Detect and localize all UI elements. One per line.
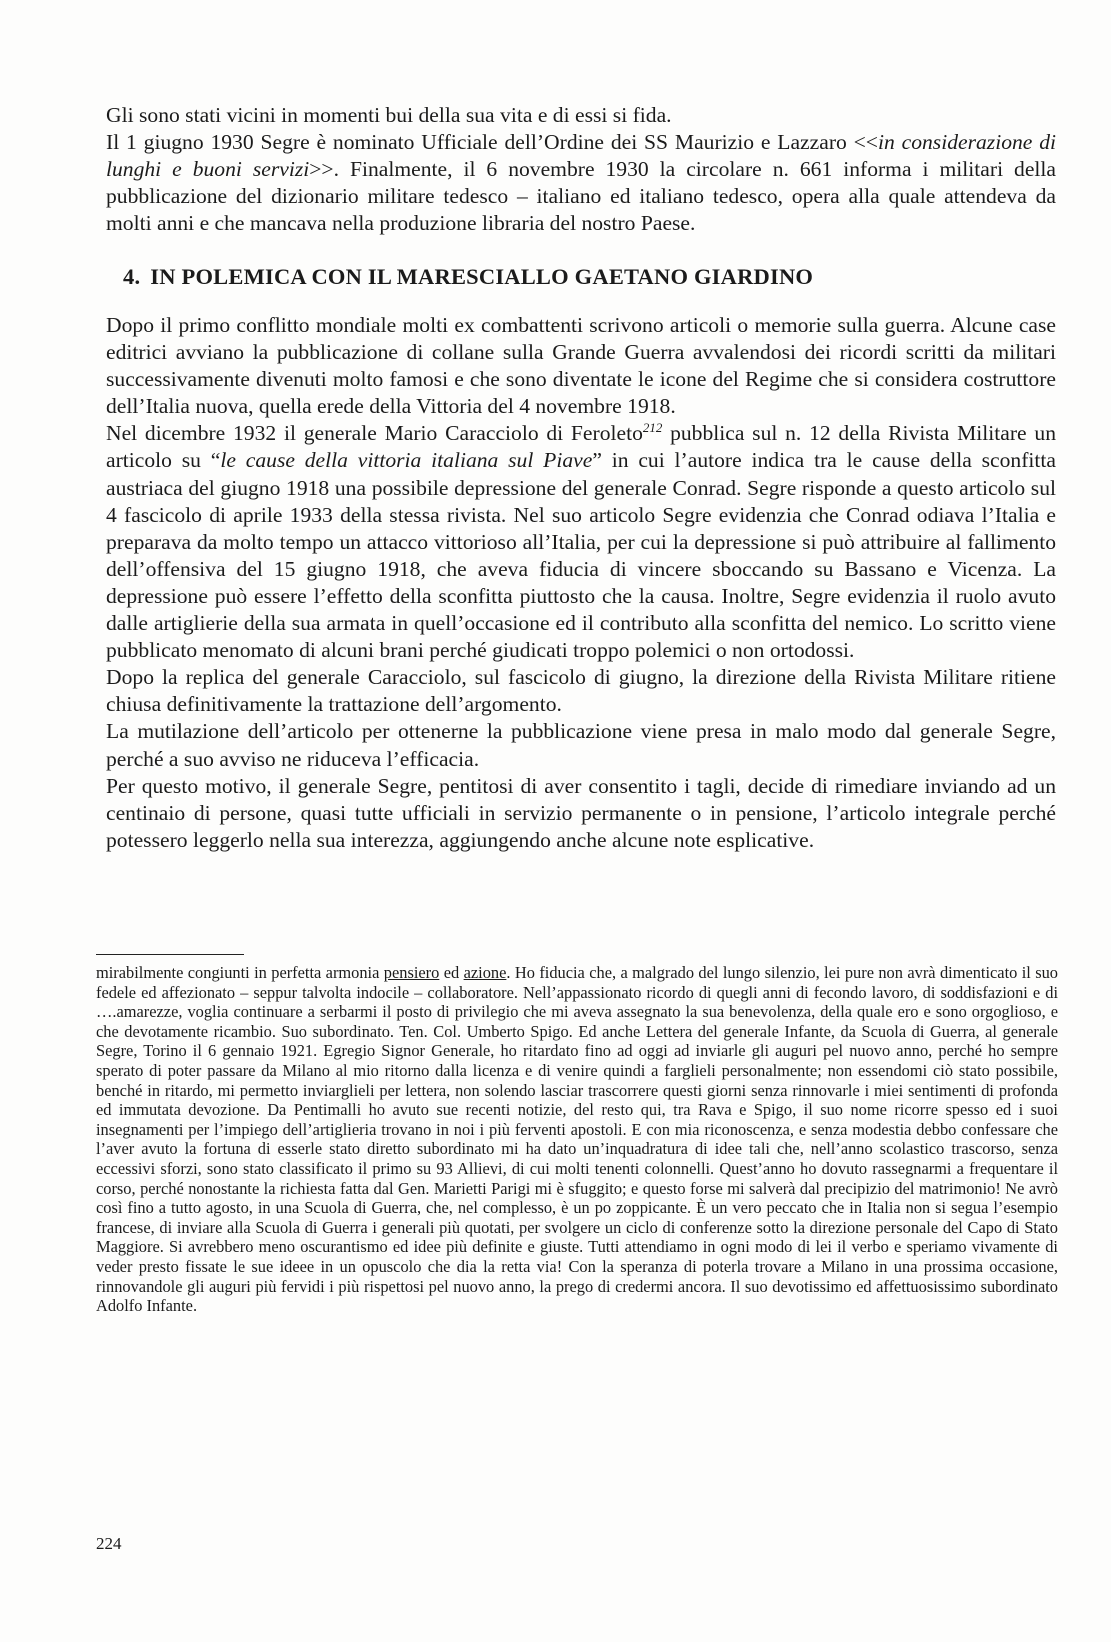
section-heading	[123, 264, 813, 290]
footnote-reference: 212	[642, 420, 663, 436]
main-paragraph-5: Per questo motivo, il generale Segre, pentitosi di aver consentito i tagli, decide di rimediare inviando ad un centinaio di persone, quasi tutte ufficiali in servizio permanente o in pensione, l’articolo integrale perché potessero leggerlo nella sua interezza, aggiungendo anche alcune note esplicative.	[106, 773, 1056, 852]
main-text	[106, 312, 1056, 854]
section-number: 4.	[123, 264, 141, 289]
intro-paragraph-2	[106, 129, 1056, 237]
main-p2-text-c: ” in cui l’autore indica tra le cause della sconfitta austriaca del giugno 1918 una possibile depressione del generale Conrad. Segre risponde a questo articolo sul 4 fascicolo di aprile 1933 della stessa rivista. Nel suo articolo Segre evidenzia che Conrad odiava l’Italia e preparava da molto tempo un attacco vittorioso all’Italia, per cui la depressione si può attribuire al fallimento dell’offensiva del 15 giugno 1918, che aveva fiducia di vincere sboccando su Bassano e Vicenza. La depressione può essere l’effetto della sconfitta piuttosto che la causa. Inoltre, Segre evidenzia il ruolo avuto dalle artiglierie della sua armata in quell’occasione ed il contributo alla sconfitta del nemico. Lo scritto viene pubblicato menomato di alcuni brani perché giudicati troppo polemici o non ortodossi.	[106, 448, 1056, 663]
main-paragraph-4: La mutilazione dell’articolo per ottenerne la pubblicazione viene presa in malo modo dal generale Segre, perché a suo avviso ne riduceva l’efficacia.	[106, 719, 1056, 771]
intro-quote: in considerazione di lunghi e buoni servizi	[106, 130, 1056, 182]
intro-text-a: Il 1 giugno 1930 Segre è nominato Ufficiale dell’Ordine dei SS Maurizio e Lazzaro <<	[106, 130, 878, 155]
section-title: IN POLEMICA CON IL MARESCIALLO GAETANO GIARDINO	[150, 264, 814, 289]
footnote-underlined-azione: azione	[463, 963, 507, 982]
main-paragraph-3: Dopo la replica del generale Caracciolo, sul fascicolo di giugno, la direzione della Rivista Militare ritiene chiusa definitivamente la trattazione dell’argomento.	[106, 665, 1056, 717]
footnote-text-a: mirabilmente congiunti in perfetta armonia	[96, 963, 384, 982]
page-number: 224	[96, 1534, 122, 1553]
main-paragraph-2	[106, 420, 1056, 664]
intro-text	[106, 102, 1056, 237]
intro-paragraph-1	[106, 102, 1056, 129]
footnote-divider	[96, 954, 244, 955]
main-paragraph-1: Dopo il primo conflitto mondiale molti ex combattenti scrivono articoli o memorie sulla guerra. Alcune case editrici avviano la pubblicazione di collane sulla Grande Guerra avvalendosi dei ricordi scritti da militari successivamente divenuti molto famosi e che sono diventate le icone del Regime che si considera costruttore dell’Italia nuova, quella erede della Vittoria del 4 novembre 1918.	[106, 313, 1056, 419]
intro-sentence: Gli sono stati vicini in momenti bui della sua vita e di essi si fida.	[106, 103, 672, 127]
article-title: le cause della vittoria italiana sul Piave	[220, 448, 593, 473]
footnote-text	[96, 963, 1058, 1316]
footnote-text-c: . Ho fiducia che, a malgrado del lungo silenzio, lei pure non avrà dimenticato il suo fedele ed affezionato – seppur talvolta indocile – collaboratore. Nell’appassionato ricordo di quegli anni di fecondo lavoro, di soddisfazioni e di ….amarezze, voglia continuare a serbarmi il posto di privilegio che mi aveva assegnato la sua benevolenza, della quale ero e sono orgoglioso, e che devotamente ricambio. Suo subordinato. Ten. Col. Umberto Spigo. Ed anche Lettera del generale Infante, da Scuola di Guerra, al generale Segre, Torino il 6 gennaio 1921. Egregio Signor Generale, ho ritardato fino ad oggi ad inviarle gli auguri pel nuovo anno, perché ho sempre sperato di poter passare da Milano al mio ritorno dalla licenza e di venire quindi a farglieli personalmente; non essendomi ciò stato possibile, benché in ritardo, mi permetto inviarglieli per lettera, non solendo lasciar trascorrere questi giorni senza rinnovarle i miei sentimenti di profonda ed immutata devozione. Da Pentimalli ho avuto sue recenti notizie, del resto qui, tra Rava e Spigo, il suo nome ricorre spesso ed i suoi insegnamenti per l’impiego dell’artiglieria trovano in noi i più ferventi apostoli. E con mia riconoscenza, e senza modestia debbo confessare che l’aver avuto la fortuna di esserle stato diretto subordinato mi ha dato un’inquadratura di idee tali che, nell’anno scolastico trascorso, senza eccessivi sforzi, sono stato classificato il primo su 93 Allievi, di cui molti tenenti colonnelli. Quest’anno ho dovuto rassegnarmi a frequentare il corso, perché nonostante la richiesta fatta dal Gen. Marietti Parigi mi è sfuggito; e questo forse mi salverà dal precipizio del matrimonio! Ne avrò così fino a tutto agosto, in una Scuola di Guerra, che, nel complesso, è un po zoppicante. È un vero peccato che in Italia non si segua l’esempio francese, di inviare alla Scuola di Guerra i generali più quotati, per svolgere un ciclo di conferenze sotto la direzione personale del Capo di Stato Maggiore. Si avrebbero meno oscurantismo ed idee più definite e giuste. Tutti attendiamo in ogni modo di lei il verbo e speriamo vivamente di veder presto fissate le sue ideee in un opuscolo che dia la retta via! Con la speranza di poterla trovare a Milano in una prossima occasione, rinnovandole gli auguri più fervidi i più rispettosi pel nuovo anno, la prego di credermi ancora. Il suo devotissimo ed affettuosissimo subordinato Adolfo Infante.	[96, 963, 1058, 1316]
main-p2-text-a: Nel dicembre 1932 il generale Mario Caracciolo di Feroleto	[106, 421, 643, 446]
footnote-underlined-pensiero: pensiero	[383, 963, 440, 982]
main-p2-text-b: pubblica sul n. 12 della Rivista Militare un articolo su “	[106, 421, 1056, 473]
intro-text-b: >>. Finalmente, il 6 novembre 1930 la circolare n. 661 informa i militari della pubblicazione del dizionario militare tedesco – italiano ed italiano tedesco, opera alla quale attendeva da molti anni e che mancava nella produzione libraria del nostro Paese.	[106, 157, 1056, 236]
footnote-text-b: ed	[439, 963, 464, 982]
